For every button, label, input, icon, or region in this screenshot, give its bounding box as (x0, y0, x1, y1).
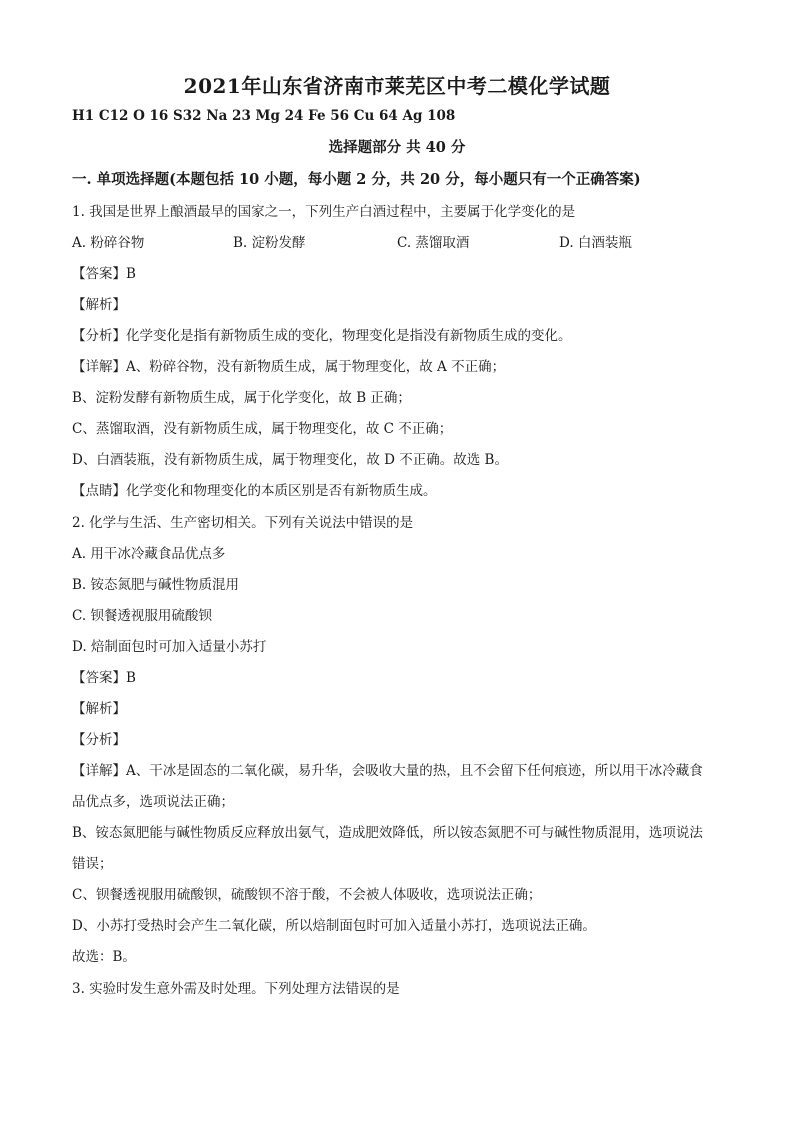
q1-stem: 1. 我国是世界上酿酒最早的国家之一，下列生产白酒过程中，主要属于化学变化的是 (72, 204, 576, 220)
q2-stem: 2. 化学与生活、生产密切相关。下列有关说法中错误的是 (72, 515, 414, 531)
q1-option-c: C. 蒸馏取酒 (397, 235, 470, 251)
q2-option-a: A. 用干冰冷藏食品优点多 (72, 546, 226, 562)
q1-analysis-label: 【解析】 (72, 297, 126, 313)
q2-detail-line: 故选：B。 (72, 949, 136, 965)
part-one-heading: 一. 单项选择题(本题包括 10 小题，每小题 2 分，共 20 分，每小题只有一个正确答案) (72, 171, 641, 188)
q2-detail-line: C、钡餐透视服用硫酸钡，硫酸钡不溶于酸，不会被人体吸收，选项说法正确； (72, 887, 542, 903)
q1-answer: 【答案】B (72, 266, 136, 282)
section-header: 选择题部分 共 40 分 (328, 139, 466, 156)
q2-detail-line: 错误； (72, 856, 113, 872)
q1-fenxi: 【分析】化学变化是指有新物质生成的变化，物理变化是指没有新物质生成的变化。 (72, 328, 572, 344)
q2-fenxi: 【分析】 (72, 732, 126, 748)
q1-detail-line: B、淀粉发酵有新物质生成，属于化学变化，故 B 正确； (72, 390, 411, 406)
q1-detail-line: C、蒸馏取酒，没有新物质生成，属于物理变化，故 C 不正确； (72, 421, 453, 437)
q1-detail-line: 【详解】A、粉碎谷物，没有新物质生成，属于物理变化，故 A 不正确； (72, 359, 506, 375)
q1-option-d: D. 白酒装瓶 (559, 235, 632, 251)
q2-option-d: D. 焙制面包时可加入适量小苏打 (72, 639, 267, 655)
q2-detail-line: 品优点多，选项说法正确； (72, 794, 234, 810)
q1-option-a: A. 粉碎谷物 (72, 235, 145, 251)
q2-analysis-label: 【解析】 (72, 701, 126, 717)
q2-detail-line: 【详解】A、干冰是固态的二氧化碳，易升华，会吸收大量的热，且不会留下任何痕迹，所以用干冰冷藏食 (72, 763, 703, 779)
q3-stem: 3. 实验时发生意外需及时处理。下列处理方法错误的是 (72, 981, 400, 997)
q1-detail-line: D、白酒装瓶，没有新物质生成，属于物理变化，故 D 不正确。故选 B。 (72, 452, 508, 468)
q2-option-c: C. 钡餐透视服用硫酸钡 (72, 608, 212, 624)
q1-dianjing: 【点睛】化学变化和物理变化的本质区别是否有新物质生成。 (72, 483, 437, 499)
q2-answer: 【答案】B (72, 670, 136, 686)
q2-detail-line: B、铵态氮肥能与碱性物质反应释放出氨气，造成肥效降低，所以铵态氮肥不可与碱性物质混用，选项说法 (72, 825, 703, 841)
page-title: 2021年山东省济南市莱芜区中考二模化学试题 (183, 74, 611, 98)
atomic-masses: H1 C12 O 16 S32 Na 23 Mg 24 Fe 56 Cu 64 Ag 108 (72, 108, 456, 124)
q2-option-b: B. 铵态氮肥与碱性物质混用 (72, 577, 240, 593)
q2-detail-line: D、小苏打受热时会产生二氧化碳，所以焙制面包时可加入适量小苏打，选项说法正确。 (72, 918, 596, 934)
q1-option-b: B. 淀粉发酵 (233, 235, 306, 251)
